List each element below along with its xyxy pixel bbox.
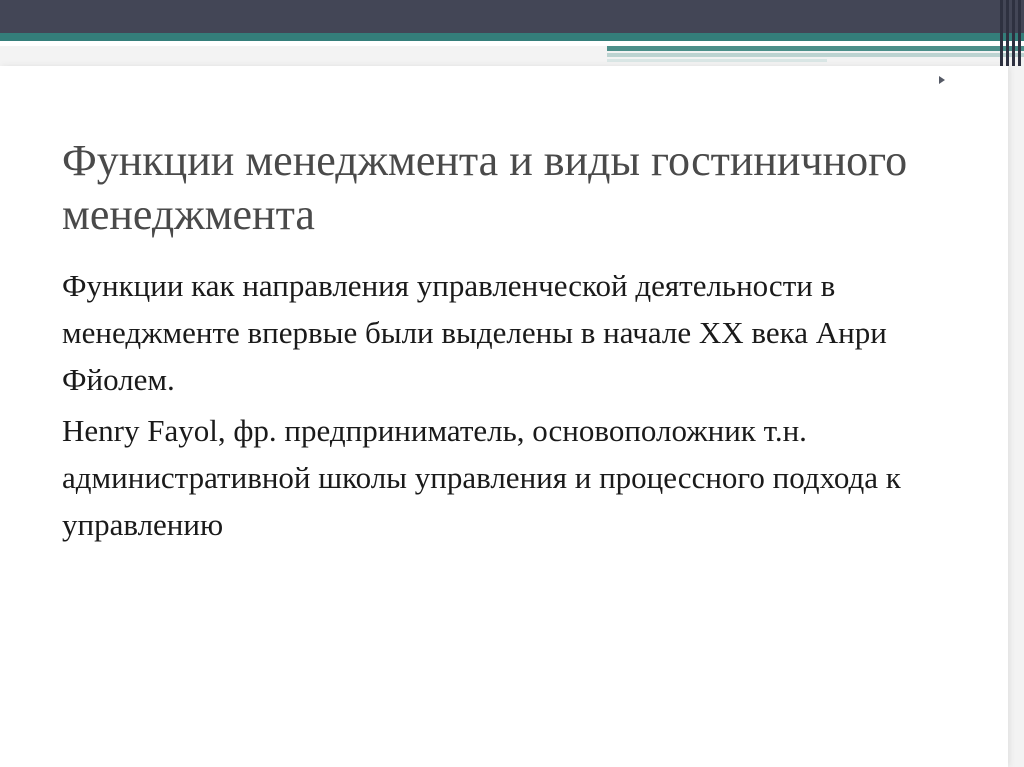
header-accent-faint — [607, 59, 827, 62]
header-band-teal — [0, 33, 1024, 41]
body-paragraph-2: Henry Fayol, фр. предприниматель, основоположник т.н. административной школы управления и процессного подхода к управлению — [62, 413, 901, 542]
header-band-dark — [0, 0, 1024, 33]
body-paragraph-1: Функции как направления управленческой деятельности в менеджменте впервые были выделены в начале ХХ века Анри Фйолем. — [62, 268, 887, 397]
header-accent-teal — [607, 46, 1024, 51]
triangle-right-icon — [939, 76, 945, 84]
edge-stripes — [998, 0, 1024, 66]
slide-body — [62, 262, 982, 552]
header-accent-light — [607, 53, 1024, 57]
slide-title: Функции менеджмента и виды гостиничного менеджмента — [62, 136, 908, 239]
